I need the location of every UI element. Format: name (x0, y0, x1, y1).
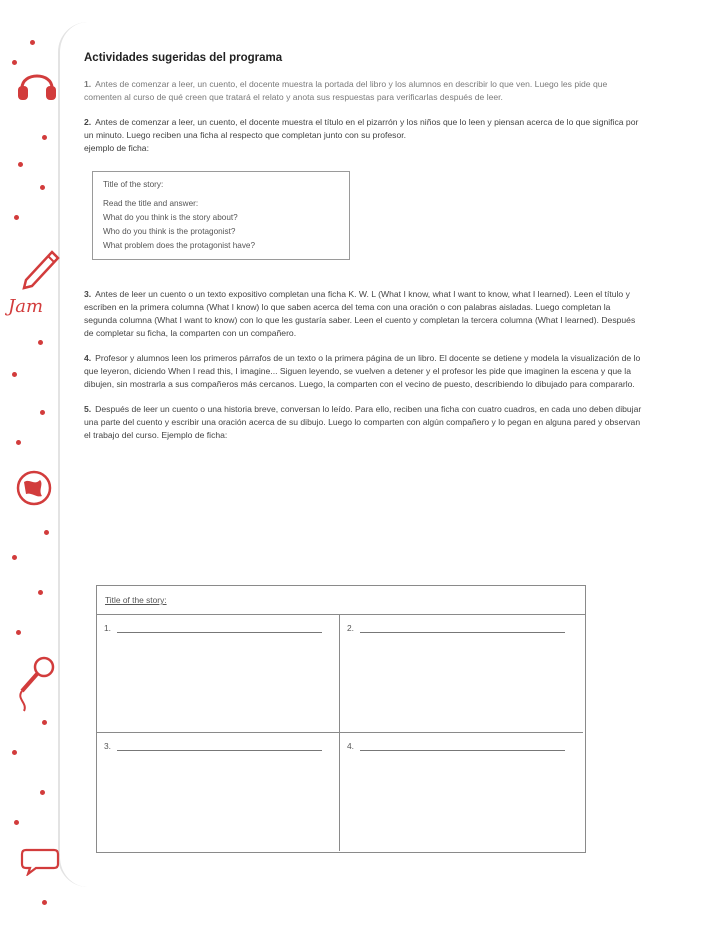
pencil-icon (16, 248, 60, 296)
margin-decoration (0, 0, 80, 930)
write-line (117, 750, 322, 751)
worksheet-title: Title of the story: (97, 586, 585, 615)
decor-dot (18, 162, 23, 167)
decor-dot (38, 340, 43, 345)
decor-dot (12, 555, 17, 560)
globe-icon (14, 468, 54, 508)
decor-dot (40, 185, 45, 190)
write-line (360, 750, 565, 751)
decor-dot (16, 630, 21, 635)
activity-paragraph: 5. Después de leer un cuento o una historia breve, conversan lo leído. Para ello, reciben una ficha con cuatro cuadros, en cada uno deben dibujar una parte del cuento y escribir una oración acerca de su dibujo. Luego lo comparten con algún compañero y lo pegan en alguna pared y observan el trabajo del curso. Ejemplo de ficha: (84, 404, 642, 440)
page-title: Actividades sugeridas del programa (84, 52, 283, 64)
story-panel (340, 733, 583, 851)
jam-text: Jam (8, 296, 44, 317)
worksheet-title: Title of the story: (103, 180, 164, 189)
decor-dot (40, 410, 45, 415)
story-panels-worksheet (96, 585, 586, 853)
speech-bubble-icon (20, 846, 60, 876)
story-panel (97, 615, 340, 733)
activity-paragraph: 4. Profesor y alumnos leen los primeros párrafos de un texto o la primera página de un libro. El docente se detiene y modela la visualización de lo que leyeron, diciendo When I read this, I imagine... Siguen leyendo, se vuelven a detener y el profesor les pide que imaginen la escena y que la dibujen, sin mostrarla a sus compañeros más cercanos. Luego, la comparten con el vecino de puesto, describiendo lo dibujado para compararlo. (84, 353, 641, 389)
decor-dot (30, 40, 35, 45)
activity-paragraph: 1. Antes de comenzar a leer, un cuento, el docente muestra la portada del libro y los alumnos en describir lo que ven. Luego les pide que comenten al curso de qué creen que tratará el relato y anota sus respuestas para verificarlas después de leer. (84, 79, 608, 102)
example-worksheet-box (92, 171, 350, 260)
decor-dot (40, 790, 45, 795)
panel-number: 1. (104, 623, 111, 633)
worksheet-line: What do you think is the story about? (103, 213, 238, 222)
worksheet-line: What problem does the protagonist have? (103, 241, 256, 250)
example-label: ejemplo de ficha: (84, 143, 149, 153)
decor-dot (42, 720, 47, 725)
decor-dot (12, 750, 17, 755)
decor-dot (44, 530, 49, 535)
activity-paragraph: 3. Antes de leer un cuento o un texto expositivo completan una ficha K. W. L (What I know, what I want to know, what I learned). Leen el título y escriben en la primera columna (What I know) lo que saben acerca del tema con una oración o con palabras aisladas. Luego completan la segunda columna (What I want to know) con lo que les gustaría saber. Leen el cuento y completan la tercera columna (What I learned). Después de completar su ficha, la comparten con un compañero. (84, 289, 636, 338)
panel-number: 2. (347, 623, 354, 633)
write-line (360, 632, 565, 633)
decor-dot (42, 900, 47, 905)
write-line (117, 632, 322, 633)
decor-dot (14, 215, 19, 220)
story-panel (340, 615, 583, 733)
headphones-icon (14, 62, 60, 104)
decor-dot (12, 372, 17, 377)
worksheet-line: Who do you think is the protagonist? (103, 227, 236, 236)
worksheet-line: Read the title and answer: (103, 199, 199, 208)
decor-dot (38, 590, 43, 595)
activity-paragraph: 2. Antes de comenzar a leer, un cuento, el docente muestra el título en el pizarrón y los niños que lo leen y piensan acerca de lo que significa por un minuto. Luego reciben una ficha al respecto que completan junto con su profesor. (84, 117, 639, 140)
document-body (84, 52, 644, 454)
story-panel (97, 733, 340, 851)
microphone-icon (14, 655, 58, 713)
decor-dot (42, 135, 47, 140)
decor-dot (16, 440, 21, 445)
panel-number: 4. (347, 741, 354, 751)
decor-dot (14, 820, 19, 825)
panel-number: 3. (104, 741, 111, 751)
